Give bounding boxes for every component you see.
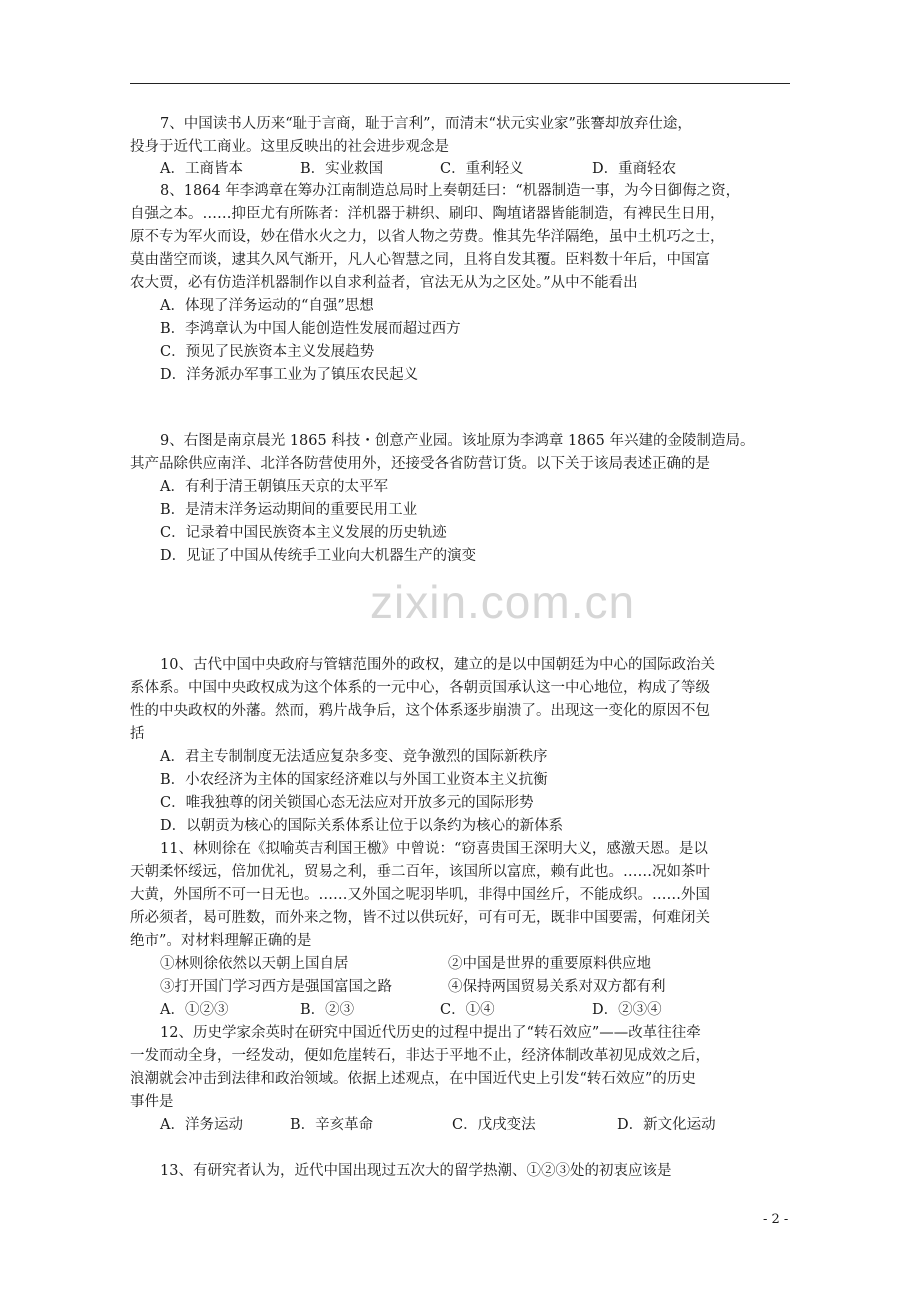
q12-line-1: 12、历史学家余英时在研究中国近代历史的过程中提出了“转石效应”——改革往往牵 (160, 1025, 701, 1041)
q8-option-a[interactable]: A．体现了洋务运动的“自强”思想 (160, 298, 374, 314)
q11-line-1: 11、林则徐在《拟喻英吉利国王檄》中曾说：“窃喜贵国王深明大义，感激天恩。是以 (160, 841, 708, 857)
q8-line-1: 8、1864 年李鸿章在筹办江南制造总局时上奏朝廷曰：“机器制造一事，为今日御侮之资， (160, 183, 741, 199)
q10-line-4: 括 (130, 726, 145, 742)
q11-line-2: 天朝柔怀绥远，倍加优礼，贸易之利，垂二百年，该国所以富庶，赖有此也。……况如茶叶 (130, 864, 710, 880)
q11-option-d[interactable]: D．②③④ (592, 1002, 662, 1018)
q8-option-c[interactable]: C．预见了民族资本主义发展趋势 (160, 344, 375, 360)
q12-option-d[interactable]: D．新文化运动 (617, 1117, 716, 1133)
q12-line-2: 一发而动全身，一经发动，便如危崖转石，非达于平地不止，经济体制改革初见成效之后， (130, 1048, 710, 1064)
q9-option-c[interactable]: C．记录着中国民族资本主义发展的历史轨迹 (160, 525, 447, 541)
watermark: zixin.com.cn (370, 576, 636, 628)
q7-option-c[interactable]: C．重利轻义 (440, 161, 524, 177)
q12-line-4: 事件是 (130, 1094, 174, 1110)
q11-option-c[interactable]: C．①④ (440, 1002, 495, 1018)
q9-option-d[interactable]: D．见证了中国从传统手工业向大机器生产的演变 (160, 548, 477, 564)
q12-line-3: 浪潮就会冲击到法律和政治领域。依据上述观点，在中国近代史上引发“转石效应”的历史 (130, 1071, 696, 1087)
q13-line-1: 13、有研究者认为，近代中国出现过五次大的留学热潮、①②③处的初衷应该是 (160, 1163, 672, 1179)
q11-item-4: ④保持两国贸易关系对双方都有利 (448, 979, 666, 995)
q10-option-c[interactable]: C．唯我独尊的闭关锁国心态无法应对开放多元的国际形势 (160, 795, 534, 811)
q10-option-b[interactable]: B．小农经济为主体的国家经济难以与外国工业资本主义抗衡 (160, 772, 548, 788)
q7-line-2: 投身于近代工商业。这里反映出的社会进步观念是 (130, 139, 449, 155)
q10-option-a[interactable]: A．君主专制制度无法适应复杂多变、竞争激烈的国际新秩序 (160, 749, 548, 765)
q11-line-3: 大黄，外国所不可一日无也。……又外国之呢羽毕叽，非得中国丝斤，不能成织。……外国 (130, 887, 710, 903)
q8-line-4: 莫由凿空而谈，逮其久风气渐开，凡人心智慧之同，且将自发其覆。臣料数十年后，中国富 (130, 252, 710, 268)
q9-line-2: 其产品除供应南洋、北洋各防营使用外，还接受各省防营订货。以下关于该局表述正确的是 (130, 456, 710, 472)
q10-line-1: 10、古代中国中央政府与管辖范围外的政权，建立的是以中国朝廷为中心的国际政治关 (160, 657, 715, 673)
q12-option-b[interactable]: B．辛亥革命 (290, 1117, 374, 1133)
q11-item-2: ②中国是世界的重要原料供应地 (448, 956, 651, 972)
q12-option-c[interactable]: C．戊戌变法 (452, 1117, 536, 1133)
q9-option-b[interactable]: B．是清末洋务运动期间的重要民用工业 (160, 502, 418, 518)
q9-option-a[interactable]: A．有利于清王朝镇压天京的太平军 (160, 479, 388, 495)
q9-line-1: 9、右图是南京晨光 1865 科技・创意产业园。该址原为李鸿章 1865 年兴建的金陵制造局。 (160, 433, 755, 449)
q11-options (160, 999, 840, 1021)
q11-item-1: ①林则徐依然以天朝上国自居 (160, 956, 349, 972)
q11-option-b[interactable]: B．②③ (300, 1002, 355, 1018)
q7-option-d[interactable]: D．重商轻农 (592, 161, 677, 177)
q8-option-b[interactable]: B．李鸿章认为中国人能创造性发展而超过西方 (160, 321, 461, 337)
q11-items-row-2 (160, 976, 840, 998)
q11-line-5: 绝市”。对材料理解正确的是 (130, 933, 312, 949)
q11-option-a[interactable]: A．①②③ (160, 1002, 229, 1018)
q11-item-3: ③打开国门学习西方是强国富国之路 (160, 979, 392, 995)
q8-line-2: 自强之本。……抑臣尤有所陈者：洋机器于耕织、刷印、陶埴诸器皆能制造，有裨民生日用， (130, 206, 725, 222)
q7-options (160, 158, 840, 180)
q10-line-3: 性的中央政权的外藩。然而，鸦片战争后，这个体系逐步崩溃了。出现这一变化的原因不包 (130, 703, 710, 719)
q8-line-5: 农大贾，必有仿造洋机器制作以自求利益者，官法无从为之区处。”从中不能看出 (130, 275, 638, 291)
q11-items-row-1 (160, 953, 840, 975)
q10-line-2: 系体系。中国中央政权成为这个体系的一元中心，各朝贡国承认这一中心地位，构成了等级 (130, 680, 710, 696)
q7-line-1: 7、中国读书人历来“耻于言商，耻于言利”，而清末“状元实业家”张謇却放弃仕途， (160, 116, 692, 132)
page-number: - 2 - (763, 1212, 789, 1227)
q12-option-a[interactable]: A．洋务运动 (160, 1117, 243, 1133)
q11-line-4: 所必须者，曷可胜数，而外来之物，皆不过以供玩好，可有可无，既非中国要需，何难闭关 (130, 910, 710, 926)
q10-option-d[interactable]: D．以朝贡为核心的国际关系体系让位于以条约为核心的新体系 (160, 818, 564, 834)
q7-option-a[interactable]: A．工商皆本 (160, 161, 243, 177)
q8-option-d[interactable]: D．洋务派办军事工业为了镇压农民起义 (160, 367, 419, 383)
q7-option-b[interactable]: B．实业救国 (300, 161, 384, 177)
q8-line-3: 原不专为军火而设，妙在借水火之力，以省人物之劳费。惟其先华洋隔绝，虽中土机巧之士， (130, 229, 725, 245)
q12-options (160, 1114, 840, 1136)
header-rule (130, 83, 790, 84)
